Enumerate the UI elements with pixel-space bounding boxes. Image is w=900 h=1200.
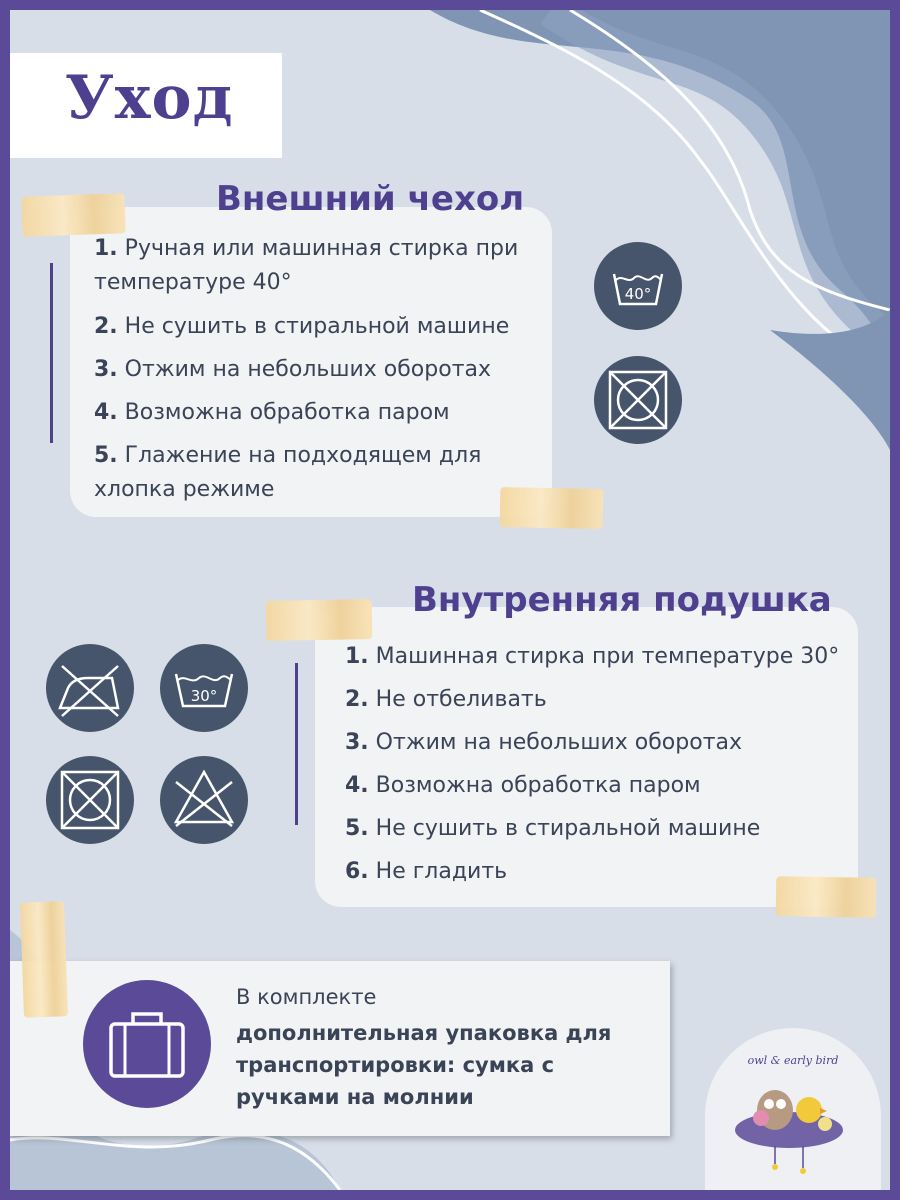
suitcase-icon xyxy=(83,980,211,1108)
list-item: 1. Машинная стирка при температуре 30° xyxy=(345,644,840,669)
list-item: 2. Не сушить в стиральной машине xyxy=(94,314,510,339)
list-item: 6. Не гладить xyxy=(345,859,508,884)
svg-text:owl & early bird: owl & early bird xyxy=(747,1054,839,1067)
kit-label: В комплекте xyxy=(236,985,377,1009)
list-item: 1. Ручная или машинная стирка при температуре 40° xyxy=(94,236,519,295)
page-title: Уход xyxy=(65,63,234,133)
svg-text:40°: 40° xyxy=(624,285,652,303)
wash-30-icon xyxy=(160,644,248,732)
no-tumble-dry-icon xyxy=(46,756,134,844)
inner-pillow-heading: Внутренняя подушка xyxy=(412,580,832,620)
outer-cover-heading: Внешний чехол xyxy=(216,179,525,219)
list-item: 4. Возможна обработка паром xyxy=(94,400,450,425)
list-item: 3. Отжим на небольших оборотах xyxy=(94,357,492,382)
no-tumble-dry-icon xyxy=(594,356,682,444)
list-item: 2. Не отбеливать xyxy=(345,687,547,712)
owl-bird-logo-icon xyxy=(705,1028,881,1190)
kit-description: дополнительная упаковка для транспортировки: сумка с ручками на молнии xyxy=(236,1021,612,1109)
list-item: 5. Не сушить в стиральной машине xyxy=(345,816,761,841)
page-background xyxy=(10,10,890,1190)
no-bleach-icon xyxy=(160,756,248,844)
tape-decoration xyxy=(20,901,68,1017)
svg-text:30°: 30° xyxy=(190,687,218,705)
no-iron-icon xyxy=(46,644,134,732)
inner-pillow-divider xyxy=(295,663,298,825)
list-item: 3. Отжим на небольших оборотах xyxy=(345,730,743,755)
wash-40-icon xyxy=(594,242,682,330)
list-item: 4. Возможна обработка паром xyxy=(345,773,701,798)
inner-pillow-list xyxy=(345,640,855,889)
list-item: 5. Глажение на подходящем для хлопка режиме xyxy=(94,443,482,502)
outer-cover-divider xyxy=(50,263,53,443)
tape-decoration xyxy=(21,193,125,237)
tape-decoration xyxy=(266,599,373,641)
outer-cover-list xyxy=(94,232,534,507)
